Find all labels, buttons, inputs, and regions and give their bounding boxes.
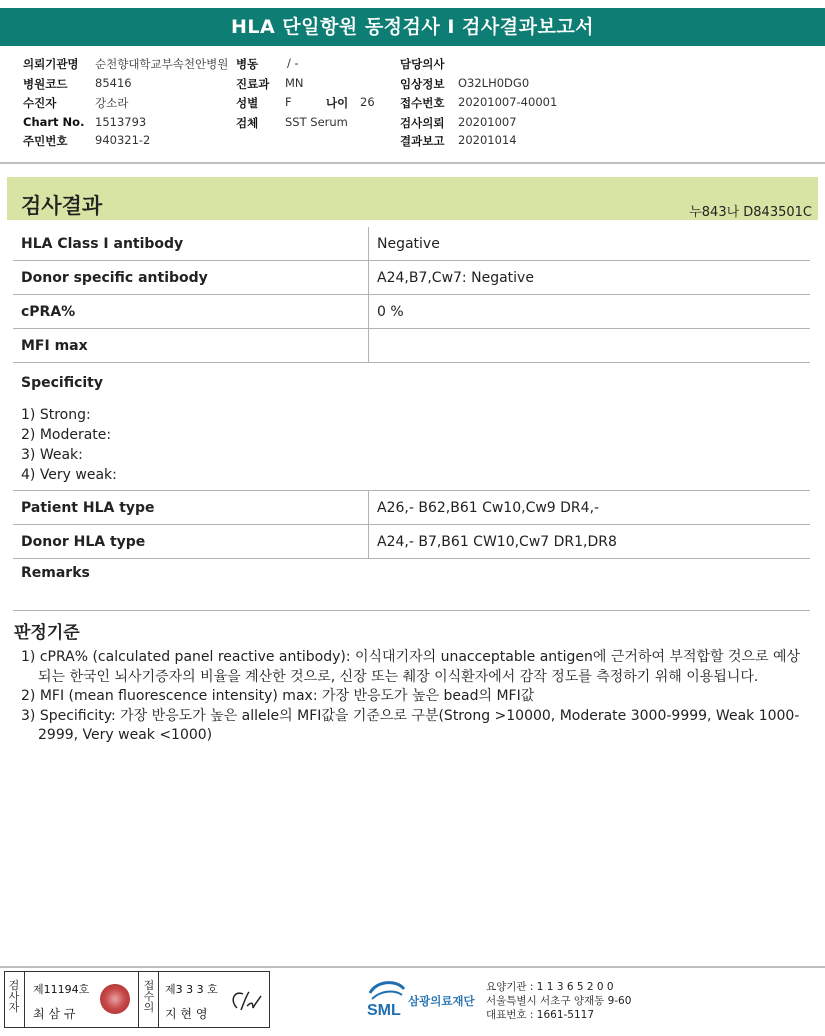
row-label: Donor HLA type (13, 525, 369, 559)
institution-info (486, 980, 631, 1022)
row-label: Donor specific antibody (13, 261, 369, 295)
list-item: 4) Very weak: (21, 467, 117, 483)
criteria-title: 판정기준 (14, 623, 80, 643)
header-value: F (285, 95, 292, 109)
logo-mark-icon (366, 977, 406, 1021)
header-value: 20201007-40001 (458, 95, 558, 109)
list-item: 2) Moderate: (21, 427, 112, 443)
row-value (369, 329, 811, 363)
criteria-item: 2) MFI (mean fluorescence intensity) max: 가장 반응도가 높은 bead의 MFI값 (21, 688, 535, 704)
row-label: cPRA% (13, 295, 369, 329)
header-value: 20201014 (458, 133, 517, 147)
table-row (13, 363, 810, 491)
row-value: Negative (369, 227, 811, 261)
table-row (13, 329, 810, 363)
criteria-item: 3) Specificity: 가장 반응도가 높은 allele의 MFI값을 기준으로 구분(Strong >10000, Moderate 3000-9999, Weak 1000-2999, Very weak <1000) (21, 707, 800, 743)
divider (138, 972, 139, 1027)
logo-org: 삼광의료재단 (408, 994, 475, 1008)
header-value: 26 (360, 95, 375, 109)
divider (0, 162, 825, 164)
row-label: HLA Class I antibody (13, 227, 369, 261)
confirmer-label: 접수의 (143, 979, 155, 1014)
header-value: 순천향대학교부속천안병원 (95, 57, 229, 71)
criteria-item: 1) cPRA% (calculated panel reactive antibody): 이식대기자의 unacceptable antigen에 근거하여 부적합할 것으로 예상되는 한국인 뇌사기증자의 비율을 계산한 것으로, 신장 또는 췌장 이식환자에서 감작 정도를 측정하기 위해 이용됩니다. (21, 649, 801, 685)
confirmer-license: 제3 3 3 호 (165, 983, 218, 996)
remarks-label: Remarks (13, 559, 810, 611)
header-label: 나이 (326, 96, 349, 110)
logo-text: SML (367, 1002, 401, 1019)
signature-icon (227, 986, 265, 1016)
header-label: 담당의사 (400, 57, 445, 71)
criteria-list (21, 648, 806, 746)
header-label: 진료과 (236, 77, 270, 91)
header-label: 검체 (236, 116, 259, 130)
row-label: Patient HLA type (13, 491, 369, 525)
header-label: 결과보고 (400, 134, 445, 148)
info-line: 서울특별시 서초구 양재동 9-60 (486, 995, 632, 1007)
specificity-label: Specificity (21, 375, 103, 391)
row-label: MFI max (13, 329, 369, 363)
footer-divider (0, 966, 825, 968)
header-label: 주민번호 (23, 134, 68, 148)
header-label: 검사의뢰 (400, 116, 445, 130)
header-label: 의뢰기관명 (23, 57, 79, 71)
table-row (13, 261, 810, 295)
header-value: O32LH0DG0 (458, 76, 530, 90)
results-table (13, 227, 810, 611)
report-title: HLA 단일항원 동정검사 I 검사결과보고서 (0, 8, 825, 46)
specificity-cell (13, 363, 810, 491)
row-value: A26,- B62,B61 Cw10,Cw9 DR4,- (369, 491, 811, 525)
sml-logo (366, 977, 476, 1021)
header-label: 임상정보 (400, 77, 445, 91)
specificity-list (13, 391, 810, 485)
list-item: 3) Weak: (21, 447, 83, 463)
confirmer-name: 지 현 영 (165, 1007, 208, 1021)
header-label: 병원코드 (23, 77, 68, 91)
divider (24, 972, 25, 1027)
list-item: 1) Strong: (21, 407, 91, 423)
examiner-license: 제11194호 (33, 983, 90, 996)
signature-box (4, 971, 270, 1028)
table-row (13, 525, 810, 559)
row-value: A24,- B7,B61 CW10,Cw7 DR1,DR8 (369, 525, 811, 559)
header-value: 1513793 (95, 115, 147, 129)
official-seal-icon (100, 984, 130, 1014)
table-row (13, 227, 810, 261)
table-row (13, 491, 810, 525)
examiner-name: 최 삼 규 (33, 1007, 76, 1021)
section-code: 누843나 D843501C (689, 205, 812, 220)
header-label: 접수번호 (400, 96, 445, 110)
header-label: 성별 (236, 96, 259, 110)
results-section-header (7, 177, 818, 220)
header-label: 병동 (236, 57, 259, 71)
divider (158, 972, 159, 1027)
table-row (13, 559, 810, 611)
header-value: 940321-2 (95, 133, 151, 147)
header-value: 20201007 (458, 115, 517, 129)
header-label: 수진자 (23, 96, 57, 110)
header-label: Chart No. (23, 115, 85, 129)
header-value: SST Serum (285, 115, 348, 129)
header-value: MN (285, 76, 304, 90)
section-title: 검사결과 (21, 194, 103, 218)
header-value: / - (287, 56, 299, 70)
examiner-label: 검사자 (8, 979, 20, 1014)
row-value: A24,B7,Cw7: Negative (369, 261, 811, 295)
header-value: 85416 (95, 76, 132, 90)
table-row (13, 295, 810, 329)
info-line: 대표번호 : 1661-5117 (486, 1009, 595, 1021)
row-value: 0 % (369, 295, 811, 329)
info-line: 요양기관 : 1 1 3 6 5 2 0 0 (486, 981, 614, 993)
header-value: 강소라 (95, 96, 129, 110)
